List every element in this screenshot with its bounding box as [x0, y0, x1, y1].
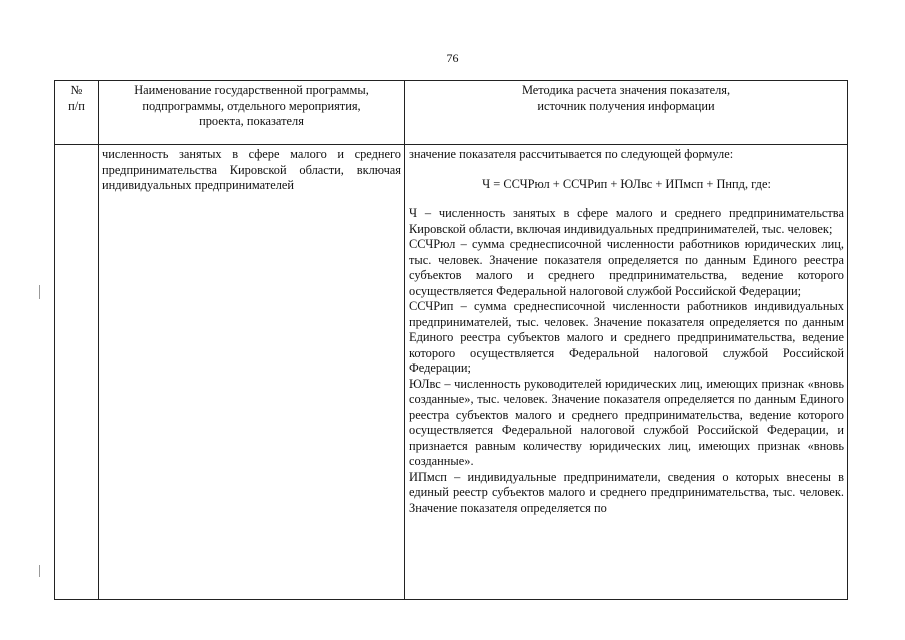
page-number: 76 — [446, 51, 459, 65]
table-header-row — [55, 81, 848, 145]
table-row — [55, 145, 848, 600]
header-number-line: п/п — [68, 98, 85, 113]
definition-item: Ч – численность занятых в сфере малого и среднего предпринимательства Кировской области, включая индивидуальных предпринимателей, тыс. человек; — [409, 206, 844, 236]
definition-item: ССЧРип – сумма среднесписочной численности работников индивидуальных предпринимателей, тыс. человек. Значение показателя определяется по данным Единого реестра субъектов малого и среднего предпринимательства, ведение которого осуществляется Федеральной налоговой службой Российской Федерации; — [409, 299, 844, 375]
header-name-line: подпрограммы, отдельного мероприятия, — [142, 98, 361, 113]
row-number-cell — [55, 145, 99, 600]
scan-mark — [39, 285, 40, 299]
definition-item: ИПмсп – индивидуальные предприниматели, сведения о которых внесены в единый реестр субъектов малого и среднего предпринимательства, тыс. человек. Значение показателя определяется по — [409, 469, 844, 515]
header-name — [99, 81, 405, 145]
formula: Ч = ССЧРюл + ССЧРип + ЮЛвс + ИПмсп + Пнпд, где: — [482, 176, 771, 191]
scan-mark — [39, 565, 40, 577]
header-number-line: № — [70, 83, 83, 97]
header-method-line: источник получения информации — [537, 98, 715, 113]
method-cell — [405, 145, 848, 600]
header-method-line: Методика расчета значения показателя, — [521, 83, 731, 97]
definition-item: ЮЛвс – численность руководителей юридических лиц, имеющих признак «вновь созданные», тыс. человек. Значение показателя определяется по данным Единого реестра субъектов малого и среднего предпринимательства, ведение которого осуществляется Федеральной налоговой службой Российской Федерации, и признается равным количеству юридических лиц, имеющих признак «вновь созданные». — [409, 376, 844, 468]
document-table — [54, 80, 848, 600]
header-name-line: Наименование государственной программы, — [134, 83, 369, 97]
method-intro: значение показателя рассчитывается по следующей формуле: — [409, 147, 734, 161]
indicator-name: численность занятых в сфере малого и среднего предпринимательства Кировской области, включая индивидуальных предпринимателей — [99, 145, 405, 600]
header-number — [55, 81, 99, 145]
definition-item: ССЧРюл – сумма среднесписочной численности работников юридических лиц, тыс. человек. Значение показателя определяется по данным Единого реестра субъектов малого и среднего предпринимательства, ведение которого осуществляется Федеральной налоговой службой Российской Федерации; — [409, 237, 844, 298]
header-name-line: проекта, показателя — [199, 114, 304, 128]
header-method — [405, 81, 848, 145]
